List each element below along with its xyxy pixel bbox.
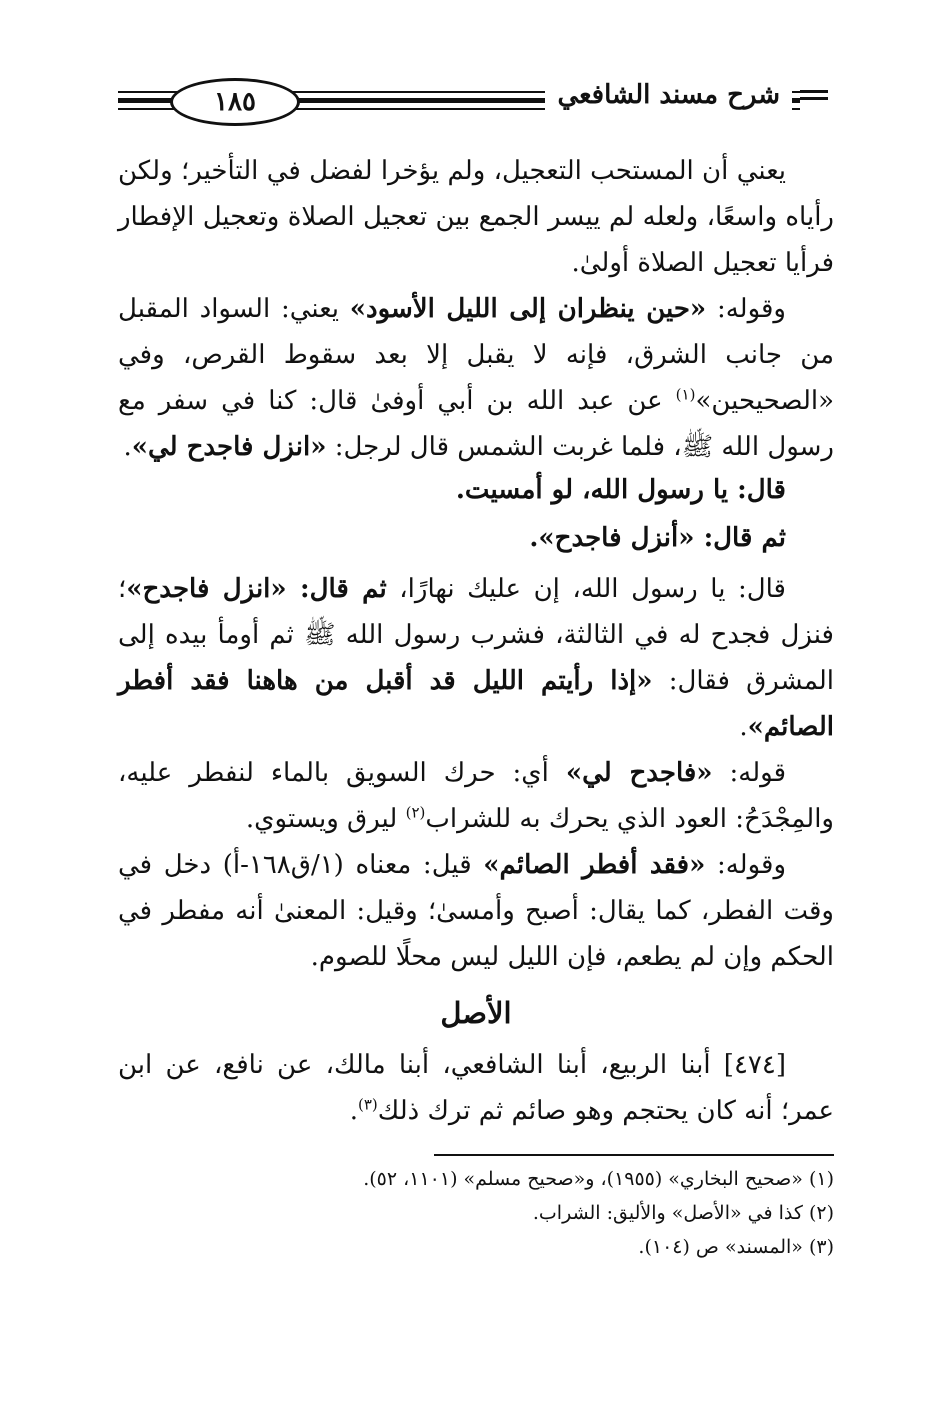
paragraph-4	[118, 518, 834, 558]
p5-text-a: قال: يا رسول الله، إن عليك نهارًا،	[386, 574, 786, 604]
section-heading: الأصل	[440, 996, 512, 1030]
paragraph-8	[118, 1042, 834, 1134]
p5-text-e: .	[739, 712, 748, 742]
footnote-separator	[434, 1154, 834, 1156]
p3-bold: قال: يا رسول الله، لو أمسيت.	[455, 475, 786, 505]
header-dash-ornament	[800, 90, 828, 110]
p6-quote-bold: «فاجدح لي»	[565, 758, 713, 788]
footnote-1: (١) «صحيح البخاري» (١٩٥٥)، و«صحيح مسلم» (١١٠١، ٥٢).	[363, 1168, 834, 1190]
running-title: شرح مسند الشافعي	[545, 80, 792, 110]
paragraph-5	[118, 566, 834, 750]
page-number-oval	[170, 78, 300, 126]
footnote-ref-1: (١)	[675, 385, 696, 404]
p2-text-c: يعني: السواد المقبل من جانب الشرق، فإنه لا يقبل إلا بعد سقوط القرص، وفي «الصحيحين»	[118, 294, 834, 416]
paragraph-3	[118, 470, 834, 510]
p7-quote-bold: «فقد أفطر الصائم»	[483, 850, 706, 880]
p4-quote-bold: «أنزل فاجدح».	[529, 523, 695, 553]
p7-text-a: وقوله:	[705, 850, 787, 880]
main-text	[118, 148, 834, 1134]
footnote-ref-3: (٣)	[358, 1095, 378, 1114]
p2-quote-bold: «حين ينظران إلى الليل الأسود»	[349, 294, 707, 324]
p6-text-d: ليرق ويستوي.	[245, 804, 406, 834]
footnote-ref-2: (٢)	[405, 803, 426, 822]
p6-text-c: أي: حرك السويق بالماء لنفطر عليه، والمِجْدَحُ: العود الذي يحرك به للشراب	[118, 758, 834, 834]
paragraph-7	[118, 842, 834, 980]
footnote-3: (٣) «المسند» ص (١٠٤).	[638, 1236, 834, 1258]
p5-text-c: ؛ فنزل فجدح له في الثالثة، فشرب رسول الله ﷺ ثم أومأ بيده إلى المشرق فقال:	[118, 574, 834, 696]
p7-text-c: قيل: معناه (١/ق١٦٨-أ) دخل في وقت الفطر، كما يقال: أصبح وأمسىٰ؛ وقيل: المعنىٰ أنه مفطر في الحكم وإن لم يطعم، فإن الليل ليس محلًا للصوم.	[118, 850, 834, 972]
p5-quote-bold: «إذا رأيتم الليل قد أقبل من هاهنا فقد أفطر الصائم»	[118, 666, 834, 742]
footnote-2: (٢) كذا في «الأصل» والأليق: الشراب.	[532, 1202, 834, 1224]
p2-text-f: .	[123, 432, 132, 462]
page-number: ١٨٥	[214, 87, 256, 117]
p4-text-a: ثم قال:	[694, 523, 786, 553]
paragraph-1: يعني أن المستحب التعجيل، ولم يؤخرا لفضل في التأخير؛ ولكن رأياه واسعًا، ولعله لم ييسر الجمع بين تعجيل الصلاة وتعجيل الإفطار فرأيا تعجيل الصلاة أولىٰ.	[118, 156, 834, 278]
p2-quote-bold-2: «انزل فاجدح لي»	[131, 432, 327, 462]
page-header	[118, 78, 828, 124]
footnotes	[118, 1162, 834, 1264]
paragraph-2	[118, 286, 834, 470]
p6-text-a: قوله:	[712, 758, 786, 788]
paragraph-6	[118, 750, 834, 842]
p2-text-d: عن عبد الله بن أبي أوفىٰ قال: كنا في سفر مع رسول الله ﷺ، فلما غربت الشمس قال لرجل:	[118, 386, 834, 462]
p8-text-a: [٤٧٤] أبنا الربيع، أبنا الشافعي، أبنا مالك، عن نافع، عن ابن عمر؛ أنه كان يحتجم وهو صائم ثم ترك ذلك	[118, 1050, 834, 1126]
p8-text-b: .	[349, 1096, 358, 1126]
p2-text-a: وقوله:	[706, 294, 786, 324]
p5-bold-b: ثم قال: «انزل فاجدح»	[126, 574, 387, 604]
